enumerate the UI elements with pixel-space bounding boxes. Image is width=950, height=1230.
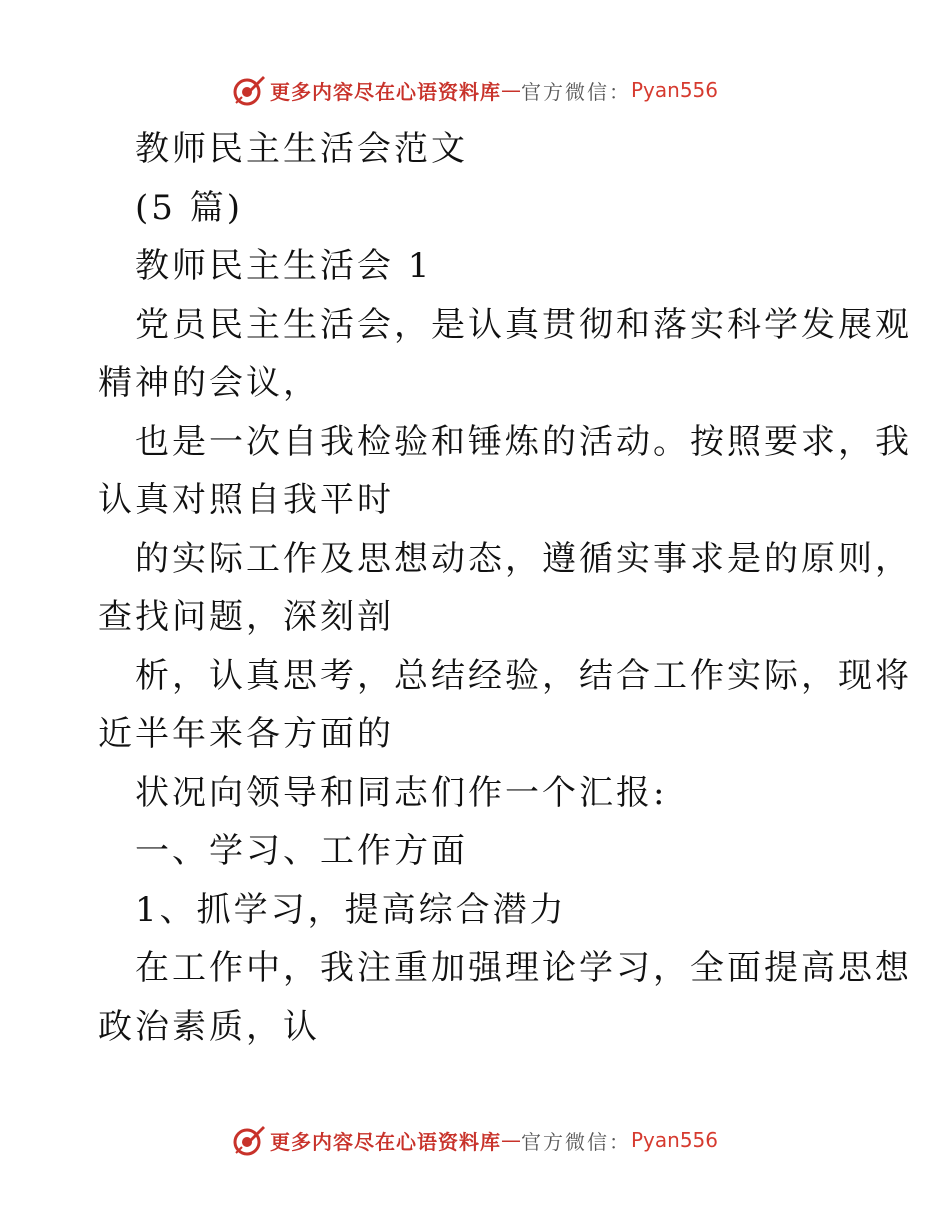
paragraph-line: 析，认真思考，总结经验，结合工作实际，现将	[135, 655, 912, 696]
watermark-id: Pyan556	[630, 78, 718, 102]
document-body	[98, 120, 912, 1056]
footer-watermark	[0, 1120, 950, 1160]
document-subtitle: (5 篇)	[135, 187, 243, 228]
paragraph-line: 的实际工作及思想动态，遵循实事求是的原则，	[135, 538, 912, 579]
paragraph-line: 状况向领导和同志们作一个汇报:	[135, 772, 668, 813]
watermark-dash: —	[500, 78, 521, 102]
paragraph-line: 查找问题，深刻剖	[98, 597, 394, 637]
watermark-brand: 更多内容尽在心语资料库	[269, 79, 501, 104]
document-title: 教师民主生活会范文	[135, 129, 468, 169]
pen-logo-icon	[232, 73, 266, 107]
watermark-brand: 更多内容尽在心语资料库	[269, 1129, 501, 1154]
subsection-heading: 1、抓学习，提高综合潜力	[135, 889, 567, 930]
paragraph-line: 也是一次自我检验和锤炼的活动。按照要求，我	[135, 421, 912, 462]
paragraph-line: 近半年来各方面的	[98, 714, 394, 754]
watermark-official: 官方微信：	[520, 79, 631, 104]
paragraph-line: 认真对照自我平时	[98, 480, 394, 520]
section-heading: 教师民主生活会 1	[135, 246, 433, 286]
paragraph-line: 精神的会议，	[98, 363, 320, 403]
header-watermark	[0, 70, 950, 110]
watermark-id: Pyan556	[630, 1128, 718, 1152]
watermark-dash: —	[500, 1128, 521, 1152]
paragraph-line: 在工作中，我注重加强理论学习，全面提高思想	[135, 948, 912, 988]
subsection-heading: 一、学习、工作方面	[135, 831, 468, 871]
paragraph-line: 党员民主生活会，是认真贯彻和落实科学发展观	[135, 304, 912, 345]
watermark-official: 官方微信：	[520, 1129, 631, 1154]
pen-logo-icon	[232, 1123, 266, 1157]
paragraph-line: 政治素质，认	[98, 1006, 320, 1047]
